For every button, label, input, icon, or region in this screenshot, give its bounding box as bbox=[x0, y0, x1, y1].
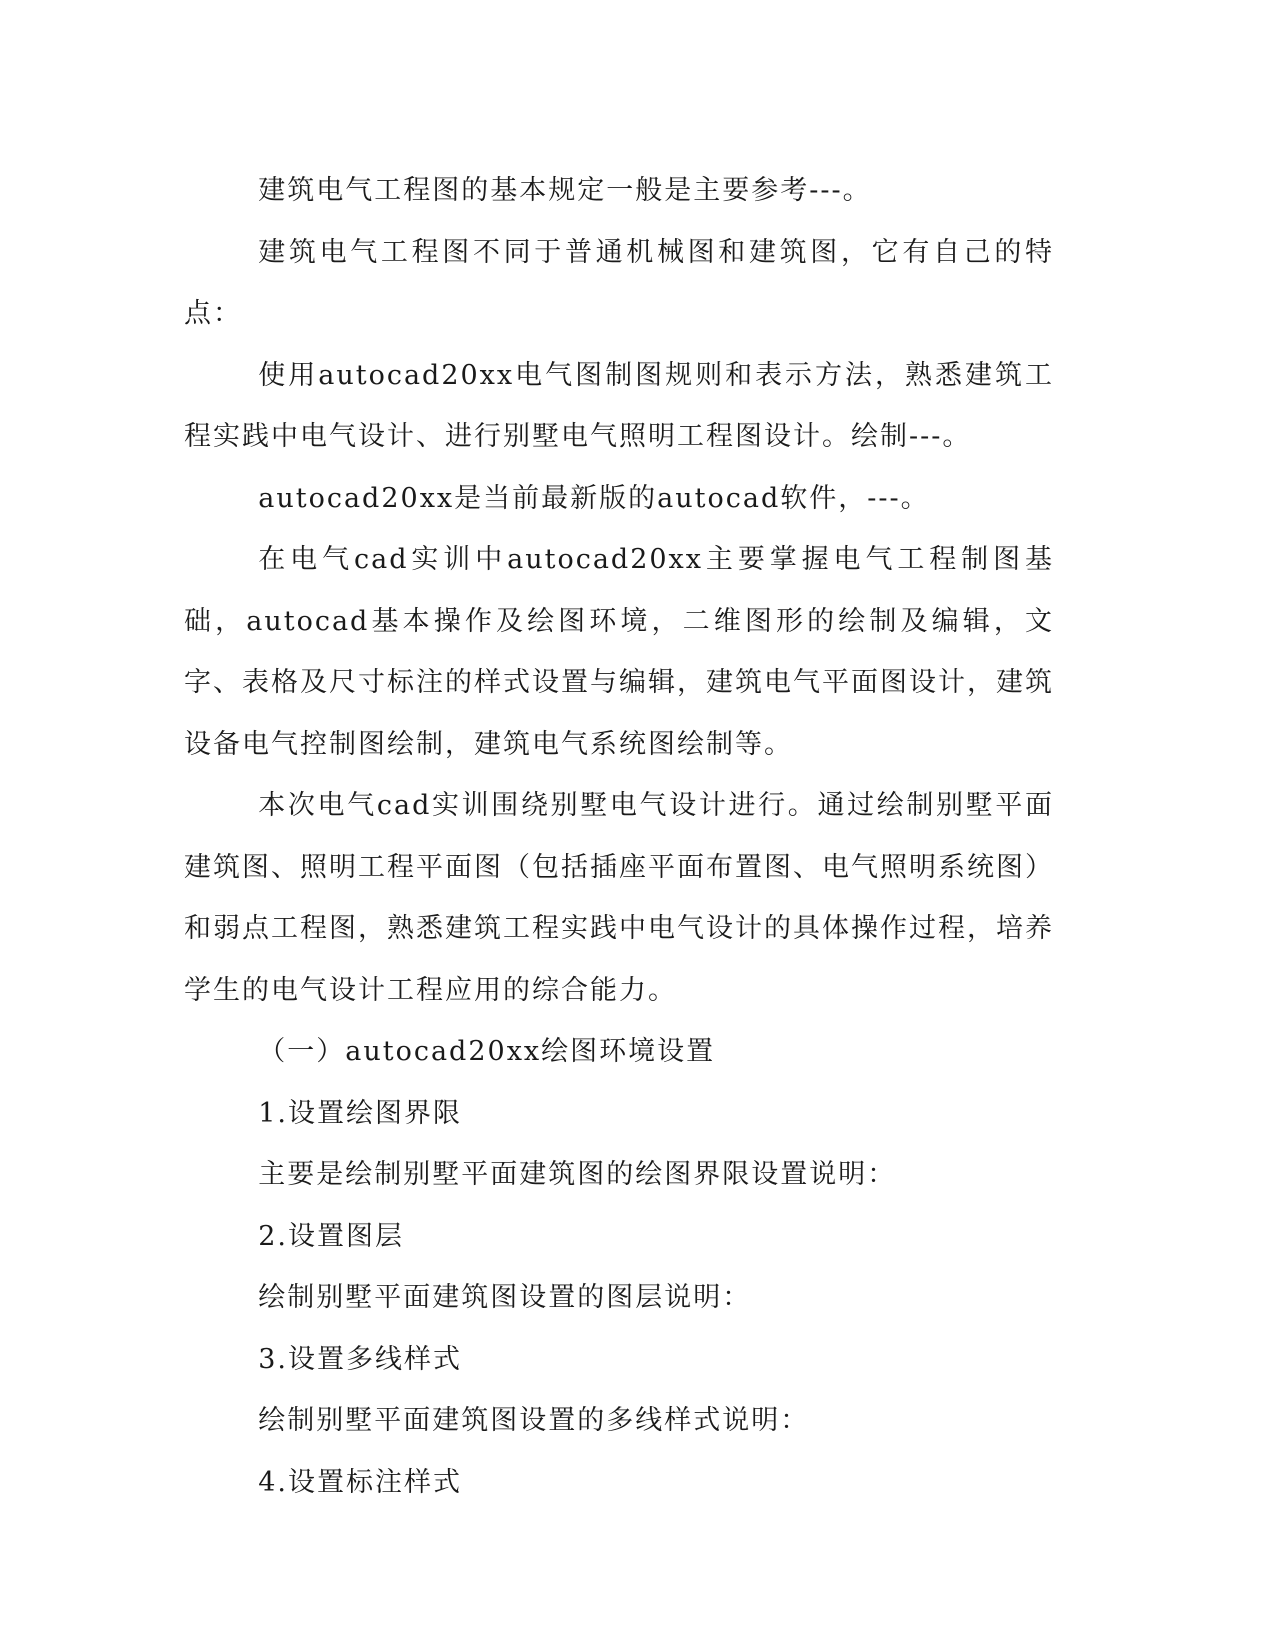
paragraph: 绘制别墅平面建筑图设置的多线样式说明： bbox=[258, 1405, 810, 1436]
paragraph: autocad20xx是当前最新版的autocad软件，---。 bbox=[258, 482, 930, 514]
paragraph: 使用autocad20xx电气图制图规则和表示方法，熟悉建筑工程实践中电气设计、进行别墅电气照明工程图设计。绘制---。 bbox=[184, 359, 1054, 452]
subheading: 4.设置标注样式 bbox=[258, 1466, 463, 1498]
paragraph: 绘制别墅平面建筑图设置的图层说明： bbox=[258, 1282, 752, 1313]
paragraph: 建筑电气工程图不同于普通机械图和建筑图，它有自己的特点： bbox=[184, 236, 1054, 329]
paragraph: 本次电气cad实训围绕别墅电气设计进行。通过绘制别墅平面建筑图、照明工程平面图（包括插座平面布置图、电气照明系统图）和弱点工程图，熟悉建筑工程实践中电气设计的具体操作过程，培养学生的电气设计工程应用的综合能力。 bbox=[184, 790, 1054, 1006]
paragraph: 在电气cad实训中autocad20xx主要掌握电气工程制图基础，autocad基本操作及绘图环境，二维图形的绘制及编辑，文字、表格及尺寸标注的样式设置与编辑，建筑电气平面图设计，建筑设备电气控制图绘制，建筑电气系统图绘制等。 bbox=[184, 544, 1054, 760]
section-heading: （一）autocad20xx绘图环境设置 bbox=[258, 1036, 716, 1067]
subheading: 1.设置绘图界限 bbox=[258, 1097, 463, 1129]
subheading: 3.设置多线样式 bbox=[258, 1343, 463, 1375]
paragraph: 建筑电气工程图的基本规定一般是主要参考---。 bbox=[258, 175, 872, 206]
paragraph: 主要是绘制别墅平面建筑图的绘图界限设置说明： bbox=[258, 1159, 897, 1190]
subheading: 2.设置图层 bbox=[258, 1220, 405, 1252]
document-body bbox=[184, 160, 1054, 1513]
